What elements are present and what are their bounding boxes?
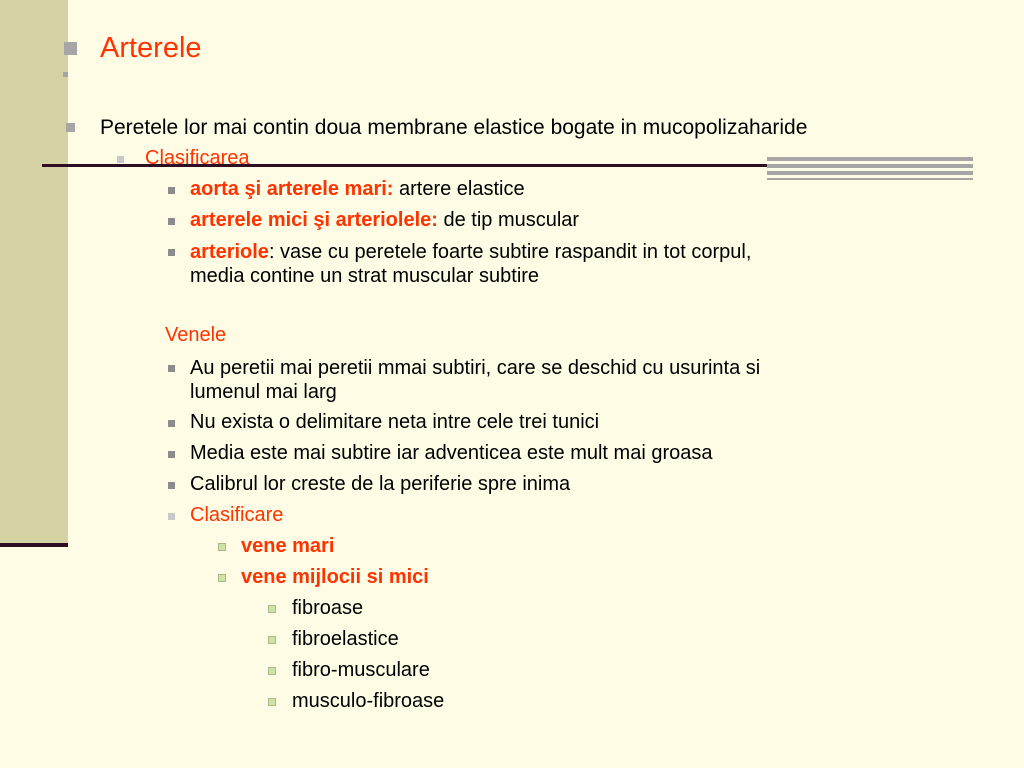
subtype-fibroase: fibroase (292, 597, 364, 619)
bullet-membranes: Peretele lor mai contin doua membrane elastice bogate in mucopolizaharide (100, 116, 808, 139)
bullet-icon (168, 482, 175, 489)
vene-mari: vene mari (241, 535, 335, 557)
bullet-icon (168, 218, 175, 225)
gray-stripe-bar (767, 157, 973, 180)
hollow-bullet-icon (268, 636, 276, 644)
side-band (0, 0, 68, 544)
hollow-bullet-icon (268, 605, 276, 613)
bullet-icon (168, 451, 175, 458)
artery-item-arteriole: arteriole: vase cu peretele foarte subtire raspandit in tot corpul, media contine un strat muscular subtire (190, 241, 752, 287)
artery-item-elastic: aorta şi arterele mari: artere elastice (190, 178, 525, 200)
clasificare-heading: Clasificare (190, 504, 284, 526)
vein-item-tunics: Nu exista o delimitare neta intre cele trei tunici (190, 411, 600, 433)
bullet-icon (117, 156, 124, 163)
bullet-icon (168, 420, 175, 427)
hollow-bullet-icon (268, 698, 276, 706)
vene-mijlocii: vene mijlocii si mici (241, 566, 429, 588)
subtype-fibroelastice: fibroelastice (292, 628, 399, 650)
venele-heading: Venele (165, 324, 227, 346)
clasificarea-heading: Clasificarea (145, 147, 250, 169)
title-bullet-icon (64, 42, 77, 55)
bullet-icon (66, 123, 75, 132)
hollow-bullet-icon (218, 574, 226, 582)
bullet-icon (168, 365, 175, 372)
hollow-bullet-icon (268, 667, 276, 675)
subtype-musculo-fibroase: musculo-fibroase (292, 690, 445, 712)
artery-item-muscular: arterele mici şi arteriolele: de tip muscular (190, 209, 580, 231)
vein-item-caliber: Calibrul lor creste de la periferie spre inima (190, 473, 571, 495)
bullet-icon (168, 249, 175, 256)
subtype-fibro-musculare: fibro-musculare (292, 659, 430, 681)
vein-item-media: Media este mai subtire iar adventicea este mult mai groasa (190, 442, 713, 464)
bullet-icon (168, 513, 175, 520)
hollow-bullet-icon (218, 543, 226, 551)
slide-title: Arterele (100, 32, 202, 64)
small-square-icon (63, 72, 68, 77)
side-rule (0, 543, 68, 547)
bullet-icon (168, 187, 175, 194)
vein-item-walls: Au peretii mai peretii mmai subtiri, care se deschid cu usurinta si lumenul mai larg (190, 357, 761, 403)
